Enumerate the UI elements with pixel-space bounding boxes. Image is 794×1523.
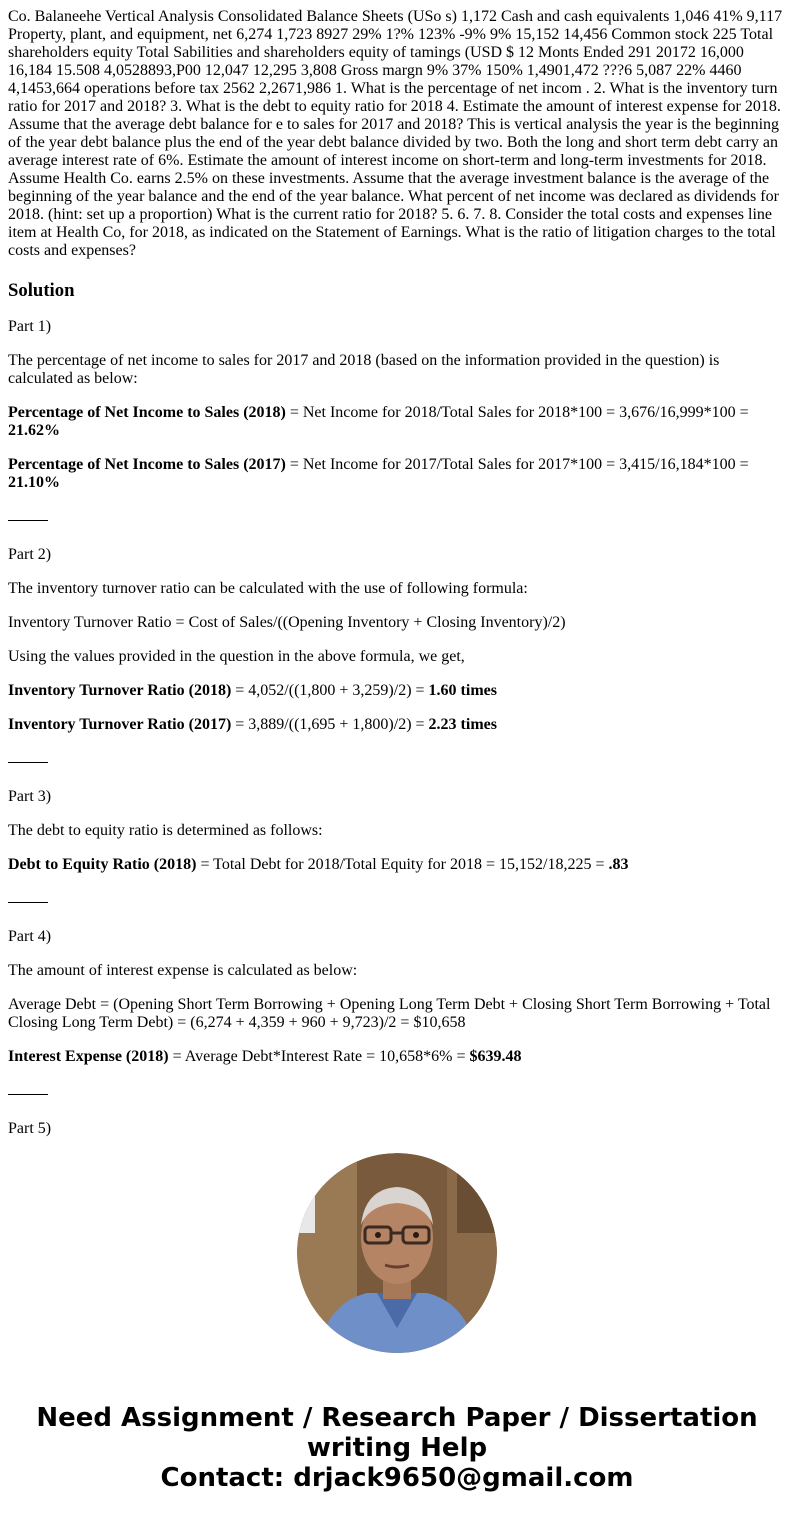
part1-line-2018	[8, 404, 786, 440]
part2-line1-result: 1.60 times	[428, 682, 497, 699]
tutor-photo	[297, 1153, 497, 1353]
part4-intro: The amount of interest expense is calculated as below:	[8, 962, 358, 979]
part2-line2-result: 2.23 times	[428, 716, 497, 733]
part4-line-2018	[8, 1048, 786, 1066]
part2-using: Using the values provided in the question in the above formula, we get,	[8, 648, 465, 665]
part2-label: Part 2)	[8, 546, 52, 563]
part2-line1-bold: Inventory Turnover Ratio (2018)	[8, 682, 232, 699]
part4-average-debt: Average Debt = (Opening Short Term Borrowing + Opening Long Term Debt + Closing Short Term Borrowing + Total Closing Long Term Debt) = (6,274 + 4,359 + 960 + 9,723)/2 = $10,658	[8, 996, 771, 1031]
part3-label: Part 3)	[8, 788, 52, 805]
part5-label: Part 5)	[8, 1120, 52, 1137]
part1-line1-text: = Net Income for 2018/Total Sales for 2018*100 = 3,676/16,999*100 =	[285, 404, 749, 421]
part3-line1-bold: Debt to Equity Ratio (2018)	[8, 856, 197, 873]
question-text: Co. Balaneehe Vertical Analysis Consolidated Balance Sheets (USo s) 1,172 Cash and cash equivalents 1,046 41% 9,117 Property, plant, and equipment, net 6,274 1,723 8927 29% 1?% 123% -9% 9% 15,152 14,456 Common stock 225 Total shareholders equity Total Sabilities and shareholders equity of tamings (USD $ 12 Monts Ended 291 20172 16,000 16,184 15.508 4,0528893,P00 12,047 12,295 3,808 Gross margn 9% 37% 150% 1,4901,472 ???6 5,087 22% 4460 4,1453,664 operations before tax 2562 2,2671,986 1. What is the percentage of net incom . 2. What is the inventory turn ratio for 2017 and 2018? 3. What is the debt to equity ratio for 2018 4. Estimate the amount of interest expense for 2018. Assume that the average debt balance for e to sales for 2017 and 2018? This is vertical analysis the year is the beginning of the year debt balance plus the end of the year debt balance divided by two. Both the long and short term debt carry an average interest rate of 6%. Estimate the amount of interest income on short-term and long-term investments for 2018. Assume Health Co. earns 2.5% on these investments. Assume that the average investment balance is the average of the beginning of the year balance and the end of the year balance. What percent of net income was declared as dividends for 2018. (hint: set up a proportion) What is the current ratio for 2018? 5. 6. 7. 8. Consider the total costs and expenses line item at Health Co, for 2018, as indicated on the Statement of Earnings. What is the ratio of litigation charges to the total costs and expenses?	[8, 8, 783, 259]
part2-line1-text: = 4,052/((1,800 + 3,259)/2) =	[231, 682, 429, 699]
part4-line1-bold: Interest Expense (2018)	[8, 1048, 169, 1065]
part1-line-2017	[8, 456, 786, 492]
part4-label: Part 4)	[8, 928, 52, 945]
separator	[8, 762, 48, 763]
part2-line-2018	[8, 682, 786, 700]
part2-formula: Inventory Turnover Ratio = Cost of Sales/((Opening Inventory + Closing Inventory)/2)	[8, 614, 566, 631]
part1-label: Part 1)	[8, 318, 52, 335]
part1-line2-text: = Net Income for 2017/Total Sales for 2017*100 = 3,415/16,184*100 =	[285, 456, 749, 473]
separator	[8, 520, 48, 521]
part4-line1-text: = Average Debt*Interest Rate = 10,658*6% =	[168, 1048, 470, 1065]
part1-line2-bold: Percentage of Net Income to Sales (2017)	[8, 456, 286, 473]
part1-line2-result: 21.10%	[8, 474, 60, 491]
part4-line1-result: $639.48	[469, 1048, 522, 1065]
part3-line1-text: = Total Debt for 2018/Total Equity for 2018 = 15,152/18,225 =	[196, 856, 609, 873]
separator	[8, 902, 48, 903]
part1-line1-bold: Percentage of Net Income to Sales (2018)	[8, 404, 286, 421]
promo-line-1: Need Assignment / Research Paper / Dissertation	[36, 1403, 758, 1433]
solution-heading: Solution	[8, 280, 75, 301]
promo-contact: Contact: drjack9650@gmail.com	[160, 1463, 634, 1493]
part2-line2-bold: Inventory Turnover Ratio (2017)	[8, 716, 232, 733]
promo-banner	[0, 1403, 794, 1493]
part3-line1-result: .83	[608, 856, 629, 873]
separator	[8, 1094, 48, 1095]
document-content	[8, 8, 786, 1154]
part2-line2-text: = 3,889/((1,695 + 1,800)/2) =	[231, 716, 429, 733]
part1-line1-result: 21.62%	[8, 422, 60, 439]
promo-line-2: writing Help	[306, 1433, 488, 1463]
part3-intro: The debt to equity ratio is determined as follows:	[8, 822, 323, 839]
avatar	[297, 1153, 497, 1353]
part1-intro: The percentage of net income to sales for 2017 and 2018 (based on the information provided in the question) is calculated as below:	[8, 352, 720, 387]
part2-intro: The inventory turnover ratio can be calculated with the use of following formula:	[8, 580, 528, 597]
part3-line-2018	[8, 856, 786, 874]
part2-line-2017	[8, 716, 786, 734]
